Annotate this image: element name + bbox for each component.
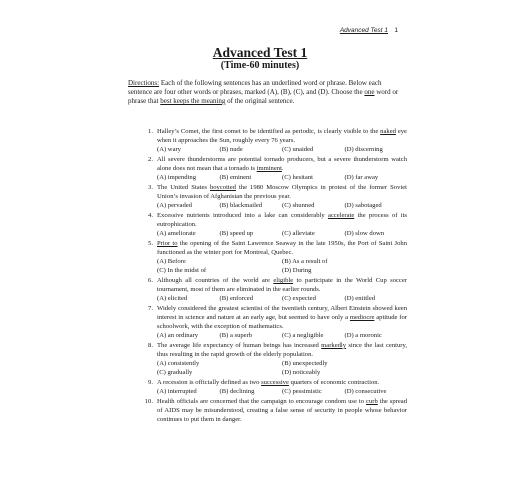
question-text: Widely considered the greatest scientist of the twentieth century, Albert Einstein showed keen interest in science and nature at an early age, but seemed to have only a xyxy=(157,305,407,321)
question-number: 7. xyxy=(148,305,153,312)
answer-option: (D) noticeably xyxy=(282,368,321,376)
answer-option: (D) consecutive xyxy=(344,387,387,395)
answer-option: (A) consistently xyxy=(157,359,200,367)
answer-option: (C) pessimistic xyxy=(282,387,322,395)
underlined-term: curb xyxy=(366,397,378,405)
underlined-term: mediocre xyxy=(349,313,375,321)
answer-option: (D) slow down xyxy=(344,229,385,237)
answer-option: (D) far away xyxy=(344,173,379,181)
directions-text-part: of the original sentence. xyxy=(225,97,295,105)
question-item xyxy=(145,184,407,211)
answer-options xyxy=(157,202,407,211)
question-text: Excessive nutrients introduced into a lake can considerably xyxy=(157,212,328,220)
question-stem xyxy=(157,379,407,388)
directions-emphasis-best-keeps: best keeps the meaning xyxy=(160,97,226,105)
question-item xyxy=(145,156,407,183)
underlined-term: imminent xyxy=(256,164,282,172)
answer-options xyxy=(157,230,407,239)
question-text: quarters of economic contraction. xyxy=(288,378,380,386)
answer-options xyxy=(157,360,407,378)
answer-option: (B) As a result of xyxy=(282,257,328,265)
answer-option: (D) discerning xyxy=(344,145,383,153)
question-text: A recession is officially defined as two xyxy=(157,378,262,386)
question-number: 10. xyxy=(144,397,153,405)
question-stem xyxy=(157,184,407,202)
answer-option: (C) hesitant xyxy=(282,173,313,181)
answer-options xyxy=(157,146,407,155)
answer-option: (B) speed up xyxy=(219,229,254,237)
answer-options xyxy=(157,295,407,304)
answer-option: (D) During xyxy=(282,266,312,274)
page-subtitle: (Time-60 minutes) xyxy=(220,60,300,71)
underlined-term: accelerate xyxy=(327,212,355,220)
question-stem xyxy=(157,277,407,295)
answer-option: (B) blackmailed xyxy=(219,201,263,209)
question-item xyxy=(145,240,407,276)
answer-option: (B) eminent xyxy=(219,173,252,181)
answer-option: (B) declining xyxy=(219,387,255,395)
page-number: 1 xyxy=(394,27,398,34)
directions-block xyxy=(128,79,400,106)
page-title: Advanced Test 1 xyxy=(212,45,308,60)
question-text: since the last century, thus resulting in the rapid growth of the elderly population. xyxy=(157,341,407,358)
question-stem xyxy=(157,212,407,230)
question-text: aptitude for schoolwork, with the exception of mathematics. xyxy=(157,313,407,330)
question-text: The average life expectancy of human beings has increased xyxy=(157,341,322,349)
question-text: the 1980 Moscow Olympics in protest of the former Soviet Union’s invasion of Afghanistan the previous year. xyxy=(157,184,407,200)
underlined-term: markedly xyxy=(321,341,347,349)
question-text: the process of its eutrophication. xyxy=(157,212,407,228)
answer-option: (D) sabotaged xyxy=(344,201,382,209)
question-item xyxy=(145,379,407,397)
question-stem xyxy=(157,398,407,425)
question-item xyxy=(145,305,407,341)
question-item xyxy=(145,398,407,425)
answer-options xyxy=(157,174,407,183)
answer-option: (C) a negligible xyxy=(282,331,324,339)
answer-options xyxy=(157,332,407,341)
question-item xyxy=(145,277,407,304)
question-number: 4. xyxy=(148,212,153,220)
answer-option: (C) expected xyxy=(282,294,316,302)
answer-option: (A) pervaded xyxy=(157,201,192,209)
directions-emphasis-one: one xyxy=(364,88,375,96)
question-text: The United States xyxy=(157,184,210,192)
question-text: All severe thunderstorms are potential tornado producers, but a severe thunderstorm watch alone does not mean that a tornado is xyxy=(157,156,407,172)
question-list xyxy=(145,128,407,426)
answer-option: (A) an ordinary xyxy=(157,331,199,339)
question-number: 8. xyxy=(148,341,153,349)
question-text: . xyxy=(281,164,284,172)
answer-options xyxy=(157,388,407,397)
question-stem xyxy=(157,342,407,360)
answer-option: (A) ameliorate xyxy=(157,229,196,237)
question-text: to participate in the World Cup soccer tournament, most of them are eliminated in the earlier rounds. xyxy=(157,276,407,293)
question-stem xyxy=(157,156,407,174)
answer-option: (C) shunned xyxy=(282,201,315,209)
answer-option: (D) entitled xyxy=(344,294,376,302)
question-text: Health officials are concerned that the campaign to encourage condom use to xyxy=(157,397,367,405)
answer-option: (D) a moronic xyxy=(344,331,382,339)
underlined-term: eligible xyxy=(273,276,294,284)
running-title: Advanced Test 1 xyxy=(339,27,388,34)
answer-option: (B) enforced xyxy=(219,294,253,302)
directions-label: Directions: xyxy=(128,79,160,87)
answer-option: (B) nude xyxy=(219,145,243,153)
question-number: 1. xyxy=(148,128,153,135)
question-text: Although all countries of the world are xyxy=(157,276,274,284)
answer-option: (C) gradually xyxy=(157,368,193,376)
directions-text-part: Each of the following sentences has an underlined word or phrase. Below each sentence are four other words or phrases, marked (A), (B), (C), and (D). Choose the xyxy=(128,79,382,96)
question-stem xyxy=(157,305,407,332)
answer-option: (A) impending xyxy=(157,173,197,181)
question-number: 5. xyxy=(148,240,153,248)
question-text: the opening of the Saint Lawrence Seaway in the late 1950s, the Port of Saint John functioned as the winter port for Montreal, Quebec. xyxy=(157,240,407,256)
question-number: 6. xyxy=(148,276,153,284)
question-item xyxy=(145,212,407,239)
answer-option: (C) In the midst of xyxy=(157,266,207,274)
answer-option: (B) unexpectedly xyxy=(282,359,328,367)
question-text: eye when it approaches the Sun, roughly every 76 years. xyxy=(157,128,407,144)
answer-option: (A) Before xyxy=(157,257,186,265)
question-item xyxy=(145,128,407,155)
answer-option: (C) unaided xyxy=(282,145,314,153)
directions-text xyxy=(128,79,398,105)
underlined-term: boycotted xyxy=(209,184,236,192)
answer-option: (A) wary xyxy=(157,145,181,153)
answer-option: (A) elicited xyxy=(157,294,188,302)
question-number: 9. xyxy=(148,378,153,386)
underlined-term: successive xyxy=(261,378,289,386)
question-number: 2. xyxy=(148,156,153,164)
question-text: Halley’s Comet, the first comet to be identified as periodic, is clearly visible to the xyxy=(157,128,381,135)
question-stem xyxy=(157,240,407,258)
question-stem xyxy=(157,128,407,146)
directions-text-part: word or phrase that xyxy=(128,88,399,105)
question-item xyxy=(145,342,407,378)
answer-option: (C) alleviate xyxy=(282,229,315,237)
answer-options xyxy=(157,258,407,276)
answer-option: (B) a superb xyxy=(219,331,253,339)
underlined-term: naked xyxy=(380,128,396,135)
question-text: the spread of AIDS may be misunderstood, creating a false sense of security in people whose behavior continues to put them in danger. xyxy=(157,397,408,423)
answer-option: (A) interrupted xyxy=(157,387,197,395)
underlined-term: Prior to xyxy=(157,240,178,248)
question-number: 3. xyxy=(148,184,153,192)
